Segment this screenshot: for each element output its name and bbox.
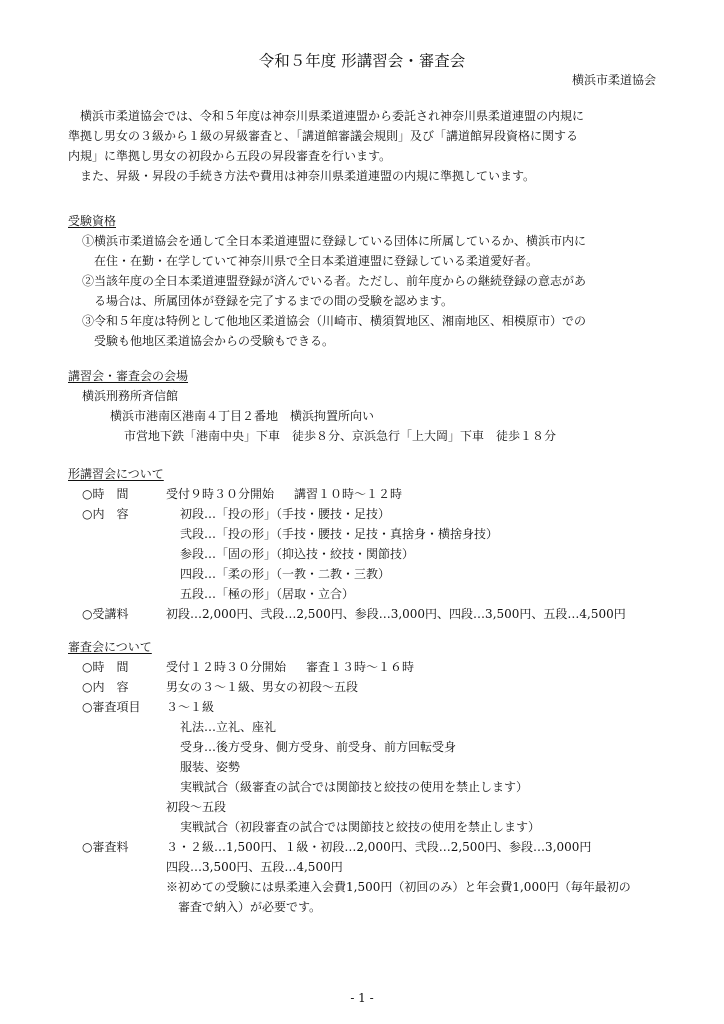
section-heading-eligibility: 受験資格: [68, 214, 117, 228]
exam-time-label: ○時 間: [82, 660, 129, 674]
exam-time-session: 審査１３時～１６時: [306, 660, 415, 674]
exam-content-row: [68, 677, 668, 697]
exam-fee-label: ○審査料: [82, 840, 129, 854]
exam-time-row: [68, 657, 668, 677]
eligibility-line: る場合は、所属団体が登録を完了するまでの間の受験を認めます。: [82, 294, 454, 308]
kata-content-label: ○内 容: [82, 507, 129, 521]
kata-content-item: 四段…「柔の形」（一教・二教・三教）: [180, 567, 391, 581]
kata-course-section: [68, 464, 668, 624]
kata-fee-label: ○受講料: [82, 607, 129, 621]
exam-fee-note: 審査で納入）が必要です。: [166, 900, 322, 914]
intro-line: また、昇級・昇段の手続き方法や費用は神奈川県柔道連盟の内規に準拠しています。: [68, 169, 536, 183]
venue-access: 市営地下鉄「港南中央」下車 徒歩８分、京浜急行「上大岡」下車 徒歩１８分: [124, 429, 557, 443]
venue-section: [68, 366, 668, 446]
eligibility-line: 在住・在勤・在学していて神奈川県で全日本柔道連盟に登録している柔道愛好者。: [82, 254, 539, 268]
kata-time-row: [68, 484, 668, 504]
exam-kyu-item: 礼法…立礼、座礼: [180, 720, 277, 734]
intro-line: 準拠し男女の３級から１級の昇級審査と、「講道館審議会規則」及び「講道館昇段資格に関する: [68, 129, 579, 143]
exam-fee-note: ※初めての受験には県柔連入会費1,500円（初回のみ）と年会費1,000円（毎年最初の: [166, 880, 631, 894]
exam-fee-line: 四段…3,500円、五段…4,500円: [166, 860, 343, 874]
kata-content-row: [68, 504, 668, 524]
exam-kyu-item: 実戦試合（級審査の試合では関節技と絞技の使用を禁止します）: [180, 780, 529, 794]
exam-fee-line: ３・２級…1,500円、１級・初段…2,000円、弐段…2,500円、参段…3,000円: [166, 840, 592, 854]
kata-fee-value: 初段…2,000円、弐段…2,500円、参段…3,000円、四段…3,500円、五段…4,500円: [166, 607, 626, 621]
exam-time-reception: 受付１２時３０分開始: [166, 660, 287, 674]
exam-kyu-item: 服装、姿勢: [180, 760, 241, 774]
venue-address: 横浜市港南区港南４丁目２番地 横浜拘置所向い: [110, 409, 375, 423]
kata-content-item: 参段…「固の形」（抑込技・絞技・関節技）: [180, 547, 415, 561]
exam-content-value: 男女の３～１級、男女の初段～五段: [166, 680, 359, 694]
exam-kyu-item: 受身…後方受身、側方受身、前受身、前方回転受身: [180, 740, 457, 754]
kata-fee-row: [68, 604, 668, 624]
exam-items-label: ○審査項目: [82, 700, 141, 714]
exam-dan-label: 初段～五段: [166, 800, 227, 814]
page-number: - 1 -: [350, 991, 374, 1005]
kata-time-label: ○時 間: [82, 487, 129, 501]
intro-line: 内規」に準拠し男女の初段から五段の昇段審査を行います。: [68, 149, 392, 163]
exam-kyu-label: ３～１級: [166, 700, 215, 714]
kata-time-session: 講習１０時～１２時: [294, 487, 403, 501]
eligibility-line: ①横浜市柔道協会を通して全日本柔道連盟に登録している団体に所属しているか、横浜市内に: [82, 234, 587, 248]
section-heading-kata-course: 形講習会について: [68, 467, 164, 481]
eligibility-line: ③令和５年度は特例として他地区柔道協会（川崎市、横須賀地区、湘南地区、相模原市）での: [82, 314, 587, 328]
page-title: 令和５年度 形講習会・審査会: [258, 52, 466, 70]
intro-line: 横浜市柔道協会では、令和５年度は神奈川県柔道連盟から委託され神奈川県柔道連盟の内規に: [68, 109, 585, 123]
organization-name: 横浜市柔道協会: [571, 73, 656, 87]
section-heading-exam: 審査会について: [68, 640, 152, 654]
exam-fee-row: [68, 837, 668, 857]
venue-name: 横浜刑務所斉信館: [82, 389, 179, 403]
eligibility-section: [68, 211, 668, 351]
kata-content-item: 五段…「極の形」（居取・立合）: [180, 587, 355, 601]
exam-section: [68, 637, 668, 917]
exam-items-row: [68, 697, 668, 717]
kata-time-reception: 受付９時３０分開始: [166, 487, 275, 501]
section-heading-venue: 講習会・審査会の会場: [68, 369, 189, 383]
kata-content-item: 初段…「投の形」（手技・腰技・足技）: [180, 507, 391, 521]
exam-content-label: ○内 容: [82, 680, 129, 694]
exam-dan-item: 実戦試合（初段審査の試合では関節技と絞技の使用を禁止します）: [180, 820, 541, 834]
kata-content-item: 弐段…「投の形」（手技・腰技・足技・真捨身・横捨身技）: [180, 527, 499, 541]
eligibility-line: ②当該年度の全日本柔道連盟登録が済んでいる者。ただし、前年度からの継続登録の意志があ: [82, 274, 587, 288]
eligibility-line: 受験も他地区柔道協会からの受験もできる。: [82, 334, 335, 348]
intro-paragraph: [68, 106, 668, 186]
